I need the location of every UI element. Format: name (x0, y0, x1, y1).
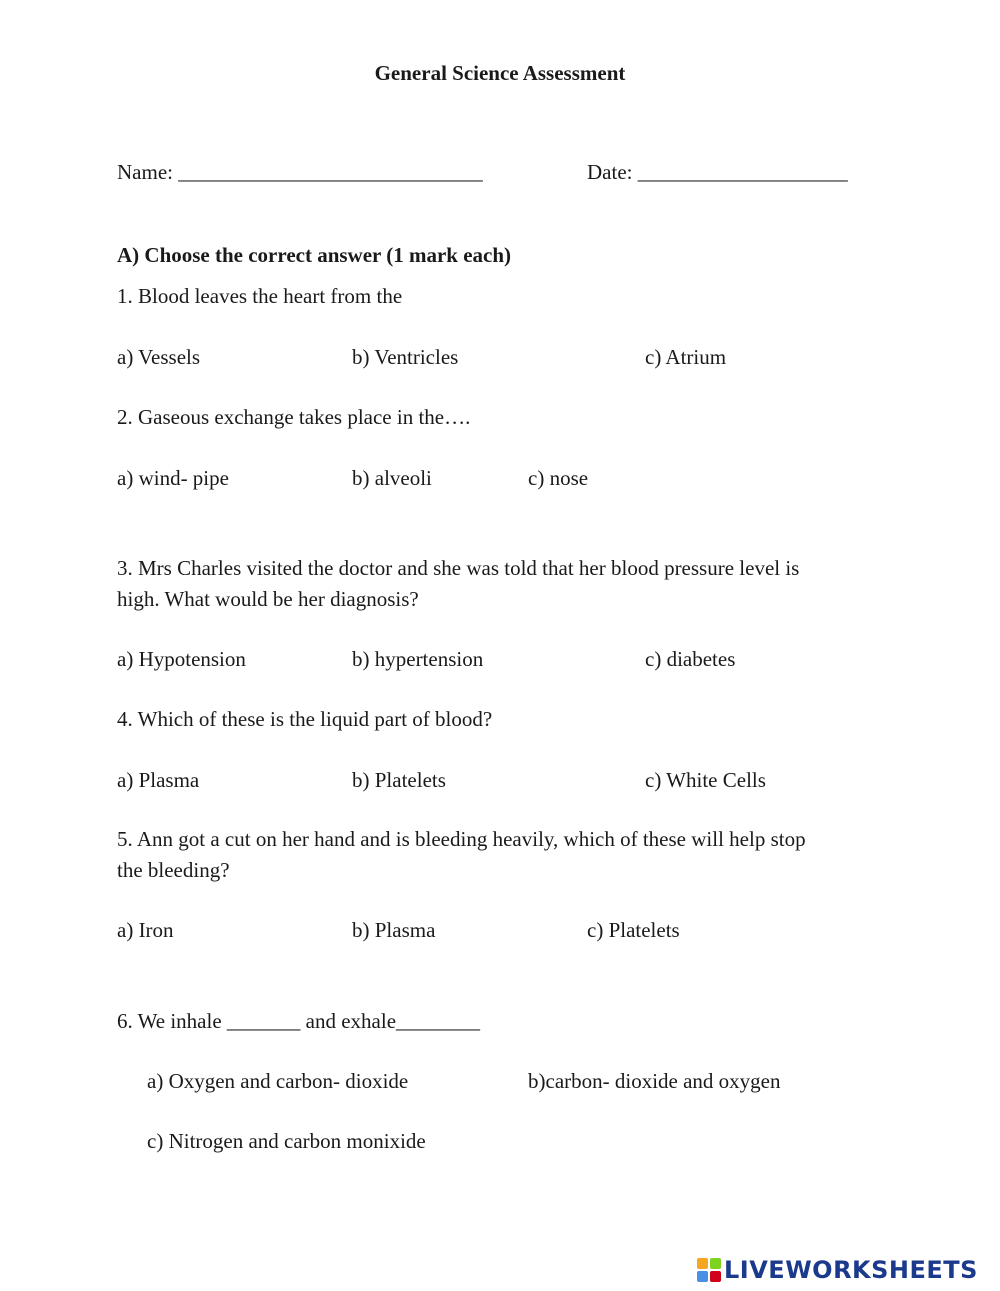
question-6-option-c: c) Nitrogen and carbon monixide (147, 1129, 426, 1153)
question-2-option-a: a) wind- pipe (117, 466, 229, 490)
liveworksheets-logo (697, 1255, 978, 1285)
question-1-option-a: a) Vessels (117, 345, 201, 369)
name-field-label: Name: _____________________________ (117, 160, 483, 184)
question-5-option-b: b) Plasma (352, 918, 436, 942)
question-5-option-c: c) Platelets (587, 918, 680, 942)
question-1-option-c: c) Atrium (645, 345, 727, 369)
question-1-option-b: b) Ventricles (352, 345, 459, 369)
question-1-text: 1. Blood leaves the heart from the (117, 284, 403, 308)
question-3-option-b: b) hypertension (352, 647, 484, 671)
question-2-option-b: b) alveoli (352, 466, 432, 490)
question-3-option-a: a) Hypotension (117, 647, 246, 671)
logo-text: LIVEWORKSHEETS (724, 1256, 978, 1284)
question-4-option-c: c) White Cells (645, 768, 766, 792)
question-5-text-line-1: 5. Ann got a cut on her hand and is bleeding heavily, which of these will help stop (117, 827, 806, 851)
logo-block-3 (697, 1271, 708, 1282)
question-6-option-a: a) Oxygen and carbon- dioxide (147, 1069, 409, 1093)
question-5-option-a: a) Iron (117, 918, 174, 942)
question-5-text-line-2: the bleeding? (117, 858, 230, 882)
question-6-text: 6. We inhale _______ and exhale________ (117, 1009, 481, 1033)
logo-block-1 (697, 1258, 708, 1269)
logo-block-2 (710, 1258, 721, 1269)
logo-block-4 (710, 1271, 721, 1282)
question-3-text-line-1: 3. Mrs Charles visited the doctor and she was told that her blood pressure level is (117, 556, 800, 580)
question-2-option-c: c) nose (528, 466, 589, 490)
page-title: General Science Assessment (374, 61, 626, 85)
question-4-text: 4. Which of these is the liquid part of blood? (117, 707, 493, 731)
logo-blocks-icon (697, 1258, 721, 1282)
question-6-option-b: b)carbon- dioxide and oxygen (528, 1069, 781, 1093)
question-2-text: 2. Gaseous exchange takes place in the…. (117, 405, 471, 429)
section-a-heading: A) Choose the correct answer (1 mark each) (117, 243, 512, 267)
date-field-label: Date: ____________________ (587, 160, 848, 184)
question-4-option-b: b) Platelets (352, 768, 446, 792)
question-3-text-line-2: high. What would be her diagnosis? (117, 587, 419, 611)
question-3-option-c: c) diabetes (645, 647, 736, 671)
question-4-option-a: a) Plasma (117, 768, 200, 792)
